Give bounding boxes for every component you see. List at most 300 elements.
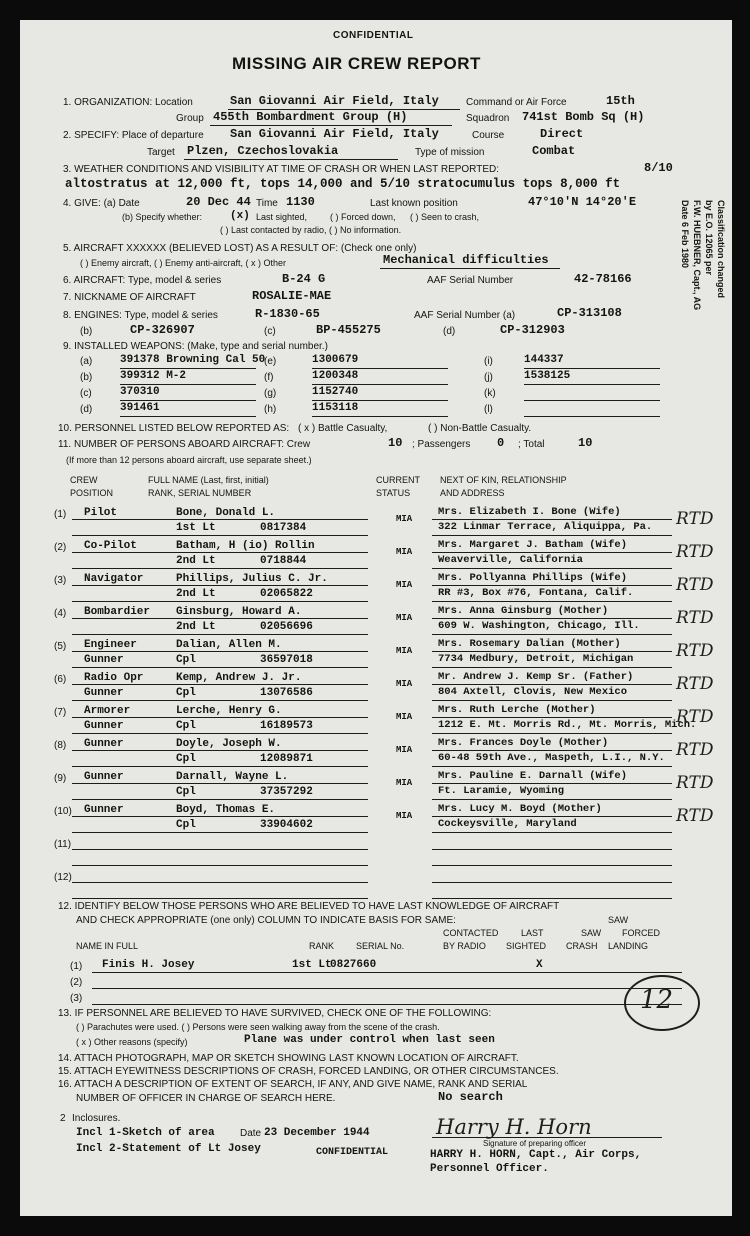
seen-crash-option: ( ) Seen to crash, [410,212,480,222]
col-fullname: FULL NAME (Last, first, initial) [148,475,269,485]
crew-serial: 0718844 [260,555,307,567]
total-label: ; Total [518,439,545,450]
rule [120,400,256,401]
saw2-header: SAW [581,928,602,938]
crew-name: Lerche, Henry G. [176,705,282,717]
crew-rtd-note: RTD [676,707,714,727]
rule [432,585,672,586]
crew-name: Darnall, Wayne L. [176,771,289,783]
landing-header: LANDING [608,941,649,951]
crew-rtd-note: RTD [676,542,714,562]
col-current: CURRENT [376,475,420,485]
crew-position: Co-Pilot [84,540,137,552]
page-title: MISSING AIR CREW REPORT [232,54,481,73]
rule [92,972,682,973]
identify-label-2: AND CHECK APPROPRIATE (one only) COLUMN TO INDICATE BASIS FOR SAME: [76,915,456,926]
rule [524,368,660,369]
rule [312,384,448,385]
crew-row-number: (7) [54,707,67,718]
aircraft-type-value: B-24 G [282,272,326,286]
weapon-label: (f) [264,372,274,383]
radio-header: BY RADIO [443,941,486,951]
rule [72,618,368,619]
weapon-value: 1200348 [312,370,359,382]
search-value: No search [438,1090,503,1104]
witness-row-number: (1) [70,961,83,972]
crew-name: Kemp, Andrew J. Jr. [176,672,302,684]
crew-address: RR #3, Box #76, Fontana, Calif. [438,587,634,599]
weapon-value: 144337 [524,354,564,366]
organization-label: 1. ORGANIZATION: Location [63,97,193,108]
engine-type-value: R-1830-65 [255,307,320,321]
crew-address: Cockeysville, Maryland [438,818,577,830]
rule [72,783,368,784]
position-value: 47°10'N 14°20'E [528,195,637,209]
crew-status: MIA [396,646,413,656]
crew-position-2: Gunner [84,687,124,699]
crew-position: Navigator [84,573,144,585]
inclosure-1: Incl 1-Sketch of area [76,1127,215,1139]
rule [72,766,368,767]
rule [120,416,256,417]
rule [524,416,660,417]
stamp-line-4: Date 6 Feb 1980 [680,200,690,269]
crew-address: 322 Linmar Terrace, Aliquippa, Pa. [438,521,653,533]
group-label: Group [176,113,204,124]
weather-fraction: 8/10 [644,161,673,175]
crew-next-of-kin: Mrs. Margaret J. Batham (Wife) [438,539,628,551]
rule [524,384,660,385]
rule [432,865,672,866]
weapon-value: 1152740 [312,386,359,398]
crew-position: Gunner [84,771,124,783]
date-value: 20 Dec 44 [186,195,251,209]
rule [120,368,256,369]
weapons-label: 9. INSTALLED WEAPONS: (Make, type and serial number.) [63,341,328,352]
crew-rtd-note: RTD [676,509,714,529]
rule [210,125,452,126]
rule [72,585,368,586]
rule [432,552,672,553]
classification-bottom: CONFIDENTIAL [316,1147,389,1158]
witness-name: Finis H. Josey [102,959,195,971]
radio-option: ( ) Last contacted by radio, ( ) No information. [220,225,402,235]
aircraft-type-label: 6. AIRCRAFT: Type, model & series [63,275,222,286]
engine-c-value: BP-455275 [316,323,381,337]
date-label-2: Date [240,1128,262,1139]
other-reasons-value: Plane was under control when last seen [244,1034,495,1046]
signature-label: Signature of preparing officer [483,1139,587,1148]
passengers-label: ; Passengers [412,439,471,450]
engine-a-value: CP-313108 [557,306,622,320]
weapon-label: (d) [80,404,93,415]
engine-d-label: (d) [443,326,456,337]
crew-serial: 0817384 [260,522,307,534]
rule [312,368,448,369]
rule [432,634,672,635]
crew-serial: 37357292 [260,786,313,798]
rule [432,651,672,652]
crew-status: MIA [396,811,413,821]
weapon-label: (e) [264,356,277,367]
crew-position-2: Gunner [84,654,124,666]
crew-row-number: (2) [54,542,67,553]
sighted-mark: (x) [230,210,250,222]
weapon-value: 370310 [120,386,160,398]
nickname-label: 7. NICKNAME OF AIRCRAFT [63,292,196,303]
crew-next-of-kin: Mrs. Frances Doyle (Mother) [438,737,609,749]
crew-position-2: Gunner [84,720,124,732]
engines-label: 8. ENGINES: Type, model & series [63,310,218,321]
rule [432,783,672,784]
weapon-value: 391378 Browning Cal 50 [120,354,266,366]
witness-serial: 0827660 [330,959,377,971]
target-label: Target [147,147,175,158]
rule [72,651,368,652]
rule [432,816,672,817]
battle-casualty-option: ( x ) Battle Casualty, [298,423,388,434]
crew-next-of-kin: Mrs. Lucy M. Boyd (Mother) [438,803,602,815]
rule [72,898,368,899]
rule [72,601,368,602]
time-label: Time [256,198,278,209]
persons-aboard-label: 11. NUMBER OF PERSONS ABOARD AIRCRAFT: Crew [58,439,311,450]
weapon-label: (k) [484,388,496,399]
crew-rank: 2nd Lt [176,588,216,600]
crew-position: Gunner [84,804,124,816]
forced-down-option: ( ) Forced down, [330,212,396,222]
location-value: San Giovanni Air Field, Italy [230,94,439,108]
col-status: STATUS [376,488,411,498]
crew-row-number: (3) [54,575,67,586]
cause-options: ( ) Enemy aircraft, ( ) Enemy anti-aircraft, ( x ) Other [80,258,287,268]
witness-row-number: (2) [70,977,83,988]
rule [184,159,398,160]
crew-rank: Cpl [176,687,196,699]
date-label: 4. GIVE: (a) Date [63,198,140,209]
weapon-label: (g) [264,388,277,399]
squadron-label: Squadron [466,113,510,124]
other-reasons-label: ( x ) Other reasons (specify) [76,1037,188,1047]
classification-top: CONFIDENTIAL [333,30,414,41]
name-header: NAME IN FULL [76,941,139,951]
survived-options: ( ) Parachutes were used. ( ) Persons were seen walking away from the scene of the crash. [76,1022,440,1032]
other-cause-value: Mechanical difficulties [383,253,549,267]
crew-serial: 12089871 [260,753,313,765]
engine-b-value: CP-326907 [130,323,195,337]
crew-position: Pilot [84,507,118,519]
separate-sheet-note: (If more than 12 persons aboard aircraft, use separate sheet.) [66,455,312,465]
forced-header: FORCED [622,928,660,938]
weapon-value: 1538125 [524,370,571,382]
rule [432,667,672,668]
crew-status: MIA [396,712,413,722]
engine-c-label: (c) [264,326,276,337]
crew-address: 60-48 59th Ave., Maspeth, L.I., N.Y. [438,752,665,764]
rule [72,865,368,866]
weapon-label: (l) [484,404,493,415]
rule [432,849,672,850]
rule [312,400,448,401]
rule [432,733,672,734]
personnel-label: 10. PERSONNEL LISTED BELOW REPORTED AS: [58,423,290,434]
crew-next-of-kin: Mrs. Rosemary Dalian (Mother) [438,638,621,650]
rule [72,519,368,520]
crew-row-number: (10) [54,806,72,817]
col-position: POSITION [70,488,114,498]
weapon-label: (h) [264,404,277,415]
last-header: LAST [521,928,544,938]
crew-rank: 2nd Lt [176,555,216,567]
crew-position: Gunner [84,738,124,750]
mission-type-label: Type of mission [415,147,485,158]
rule [72,849,368,850]
rule [432,535,672,536]
stamp-line-1: Classification changed [716,200,726,299]
rule [72,568,368,569]
rule [72,799,368,800]
crew-status: MIA [396,679,413,689]
rule [432,717,672,718]
rule [72,816,368,817]
time-value: 1130 [286,195,315,209]
departure-value: San Giovanni Air Field, Italy [230,127,439,141]
crew-row-number: (9) [54,773,67,784]
rule [432,568,672,569]
crew-rank: 2nd Lt [176,621,216,633]
rule [72,882,368,883]
rule [72,717,368,718]
nickname-value: ROSALIE-MAE [252,289,332,303]
identify-label: 12. IDENTIFY BELOW THOSE PERSONS WHO ARE BELIEVED TO HAVE LAST KNOWLEDGE OF AIRCRAFT [58,901,560,912]
contacted-header: CONTACTED [443,928,499,938]
crew-rtd-note: RTD [676,575,714,595]
crew-rtd-note: RTD [676,608,714,628]
serial-header: SERIAL No. [356,941,405,951]
rule [72,552,368,553]
rule [524,400,660,401]
crew-address: 7734 Medbury, Detroit, Michigan [438,653,634,665]
witness-row-number: (3) [70,993,83,1004]
crew-serial: 02056696 [260,621,313,633]
rule [72,832,368,833]
crew-rank: Cpl [176,654,196,666]
last-sighted-option: Last sighted, [256,212,308,222]
crew-name: Batham, H (io) Rollin [176,540,315,552]
col-crew: CREW [70,475,98,485]
rule [380,268,560,269]
group-value: 455th Bombardment Group (H) [213,110,408,124]
crew-address: 609 W. Washington, Chicago, Ill. [438,620,640,632]
weapon-label: (b) [80,372,93,383]
inclosure-date: 23 December 1944 [264,1127,370,1139]
crew-serial: 13076586 [260,687,313,699]
crew-row-number: (4) [54,608,67,619]
weapon-value: 1153118 [312,402,359,414]
crew-rank: Cpl [176,786,196,798]
weapon-value: 1300679 [312,354,359,366]
crew-rank: Cpl [176,753,196,765]
circled-annotation [624,975,700,1031]
departure-label: 2. SPECIFY: Place of departure [63,130,204,141]
signature: Harry H. Horn [436,1115,592,1139]
crew-row-number: (8) [54,740,67,751]
rule [72,667,368,668]
weapon-label: (a) [80,356,93,367]
rule [432,882,672,883]
crew-position: Bombardier [84,606,151,618]
officer-line-2: Personnel Officer. [430,1163,549,1175]
crew-name: Dalian, Allen M. [176,639,282,651]
witness-sighted-mark: X [536,959,543,971]
crew-serial: 02065822 [260,588,313,600]
crew-row-number: (5) [54,641,67,652]
aircraft-lost-label: 5. AIRCRAFT XXXXXX (BELIEVED LOST) AS A RESULT OF: (Check one only) [63,243,417,254]
witness-rank: 1st Lt [292,959,332,971]
rule [120,384,256,385]
crew-row-number: (12) [54,872,72,883]
crew-next-of-kin: Mrs. Anna Ginsburg (Mother) [438,605,609,617]
crew-address: Weaverville, California [438,554,583,566]
weapon-value: 399312 M-2 [120,370,187,382]
aaf-serial-label: AAF Serial Number [427,275,514,286]
rule [72,535,368,536]
crew-status: MIA [396,745,413,755]
total-count: 10 [578,436,593,450]
col-address: AND ADDRESS [440,488,505,498]
crew-rank: Cpl [176,720,196,732]
weapon-value: 391461 [120,402,160,414]
rule [432,750,672,751]
rule [432,519,672,520]
rule [432,601,672,602]
crew-name: Boyd, Thomas E. [176,804,276,816]
crew-row-number: (1) [54,509,67,520]
rule [432,700,672,701]
rule [72,684,368,685]
rule [72,634,368,635]
crew-name: Phillips, Julius C. Jr. [176,573,328,585]
inclosures-label: Inclosures. [72,1113,121,1124]
rule [432,684,672,685]
crew-serial: 16189573 [260,720,313,732]
crew-address: 1212 E. Mt. Morris Rd., Mt. Morris, Mich. [438,719,697,731]
squadron-value: 741st Bomb Sq (H) [522,110,645,124]
col-kin: NEXT OF KIN, RELATIONSHIP [440,475,567,485]
rank-header: RANK [309,941,335,951]
weapon-label: (i) [484,356,493,367]
command-label: Command or Air Force [466,97,567,108]
crew-position: Engineer [84,639,137,651]
sighted-header: SIGHTED [506,941,547,951]
engine-d-value: CP-312903 [500,323,565,337]
weather-value: altostratus at 12,000 ft, tops 14,000 and 5/10 stratocumulus tops 8,000 ft [65,177,621,191]
rule [312,416,448,417]
crew-position: Radio Opr [84,672,144,684]
engine-b-label: (b) [80,326,93,337]
rule [92,988,682,989]
stamp-line-2: by E.O. 12065 per [704,200,714,276]
crew-rtd-note: RTD [676,641,714,661]
search-label-2: NUMBER OF OFFICER IN CHARGE OF SEARCH HERE. [76,1093,336,1104]
inclosures-count: 2 [60,1113,66,1124]
weapon-label: (c) [80,388,92,399]
rule [432,832,672,833]
rule [92,1004,682,1005]
crew-next-of-kin: Mrs. Pollyanna Phillips (Wife) [438,572,628,584]
crew-next-of-kin: Mrs. Pauline E. Darnall (Wife) [438,770,628,782]
engine-serial-label: AAF Serial Number (a) [414,310,516,321]
crash-header: CRASH [566,941,598,951]
crew-status: MIA [396,547,413,557]
search-label: 16. ATTACH A DESCRIPTION OF EXTENT OF SEARCH, IF ANY, AND GIVE NAME, RANK AND SERIAL [58,1079,528,1090]
specify-label: (b) Specify whether: [122,212,203,222]
rule [432,766,672,767]
saw-header: SAW [608,915,629,925]
officer-line-1: HARRY H. HORN, Capt., Air Corps, [430,1149,642,1161]
crew-name: Bone, Donald L. [176,507,276,519]
course-value: Direct [540,127,584,141]
rule [72,750,368,751]
position-label: Last known position [370,198,458,209]
crew-serial: 33904602 [260,819,313,831]
rule [72,733,368,734]
crew-status: MIA [396,514,413,524]
crew-status: MIA [396,613,413,623]
crew-rtd-note: RTD [676,674,714,694]
survived-label: 13. IF PERSONNEL ARE BELIEVED TO HAVE SURVIVED, CHECK ONE OF THE FOLLOWING: [58,1008,492,1019]
crew-rank: Cpl [176,819,196,831]
crew-next-of-kin: Mr. Andrew J. Kemp Sr. (Father) [438,671,634,683]
crew-rtd-note: RTD [676,773,714,793]
crew-serial: 36597018 [260,654,313,666]
crew-address: 804 Axtell, Clovis, New Mexico [438,686,628,698]
crew-rtd-note: RTD [676,740,714,760]
crew-next-of-kin: Mrs. Elizabeth I. Bone (Wife) [438,506,621,518]
crew-count: 10 [388,436,403,450]
weapon-label: (j) [484,372,493,383]
crew-next-of-kin: Mrs. Ruth Lerche (Mother) [438,704,596,716]
crew-name: Ginsburg, Howard A. [176,606,302,618]
eyewitness-label: 15. ATTACH EYEWITNESS DESCRIPTIONS OF CRASH, FORCED LANDING, OR OTHER CIRCUMSTANCES. [58,1066,559,1077]
crew-rank: 1st Lt [176,522,216,534]
crew-row-number: (11) [54,839,72,850]
crew-status: MIA [396,580,413,590]
stamp-line-3: F.W. HUEBNER, Capt., AG [692,200,702,311]
rule [432,1137,662,1138]
command-value: 15th [606,94,635,108]
rule [432,618,672,619]
mission-type-value: Combat [532,144,576,158]
inclosure-2: Incl 2-Statement of Lt Josey [76,1143,261,1155]
aircraft-serial-value: 42-78166 [574,272,632,286]
crew-row-number: (6) [54,674,67,685]
course-label: Course [472,130,505,141]
col-rank: RANK, SERIAL NUMBER [148,488,252,498]
circled-number: 12 [640,985,674,1015]
passengers-count: 0 [497,436,505,450]
rule [72,700,368,701]
crew-address: Ft. Laramie, Wyoming [438,785,565,797]
non-battle-option: ( ) Non-Battle Casualty. [428,423,532,434]
target-value: Plzen, Czechoslovakia [187,144,339,158]
crew-status: MIA [396,778,413,788]
rule [432,799,672,800]
crew-name: Doyle, Joseph W. [176,738,282,750]
weather-label: 3. WEATHER CONDITIONS AND VISIBILITY AT TIME OF CRASH OR WHEN LAST REPORTED: [63,164,500,175]
photo-label: 14. ATTACH PHOTOGRAPH, MAP OR SKETCH SHOWING LAST KNOWN LOCATION OF AIRCRAFT. [58,1053,519,1064]
crew-position: Armorer [84,705,131,717]
